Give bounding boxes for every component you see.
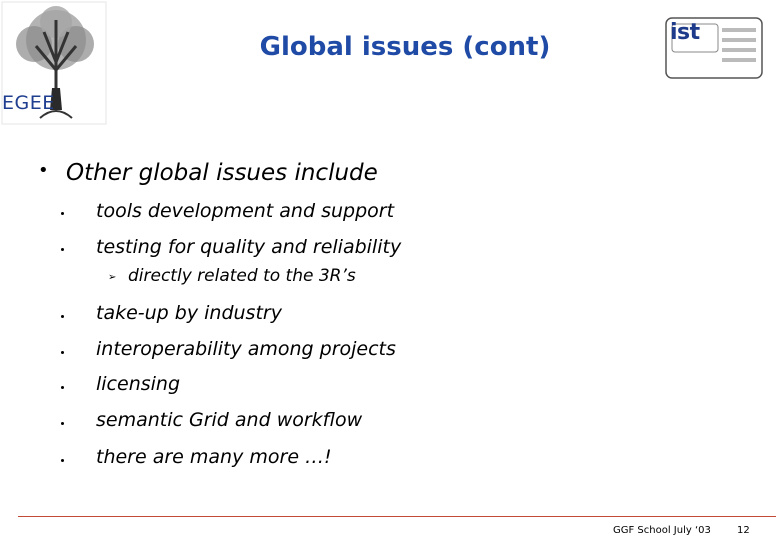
- page-number: 12: [737, 525, 750, 536]
- item-bullet-icon: [61, 386, 64, 389]
- footer-event-label: GGF School July ‘03: [613, 525, 711, 536]
- main-bullet-text: Other global issues include: [66, 160, 378, 186]
- item-bullet-icon: [61, 351, 64, 354]
- item-bullet-icon: [61, 459, 64, 462]
- list-item: there are many more …!: [96, 446, 332, 468]
- arrow-bullet-icon: ➢: [108, 272, 117, 283]
- item-bullet-icon: [61, 248, 64, 251]
- ist-logo: [664, 14, 770, 84]
- ist-wordmark: ist: [670, 20, 700, 45]
- list-item: semantic Grid and workflow: [96, 409, 363, 431]
- list-item: take-up by industry: [96, 302, 282, 324]
- slide-title: Global issues (cont): [259, 32, 551, 62]
- item-bullet-icon: [61, 422, 64, 425]
- egee-logo: [0, 0, 110, 132]
- main-bullet-icon: •: [38, 160, 49, 181]
- footer-divider: [18, 516, 776, 517]
- list-item: tools development and support: [96, 200, 395, 222]
- list-item: testing for quality and reliability: [96, 236, 402, 258]
- list-item: licensing: [96, 373, 181, 395]
- item-bullet-icon: [61, 315, 64, 318]
- list-item: interoperability among projects: [96, 338, 396, 360]
- item-bullet-icon: [61, 212, 64, 215]
- sub-list-item: directly related to the 3R’s: [128, 266, 356, 286]
- egee-wordmark: EGEE: [2, 92, 55, 114]
